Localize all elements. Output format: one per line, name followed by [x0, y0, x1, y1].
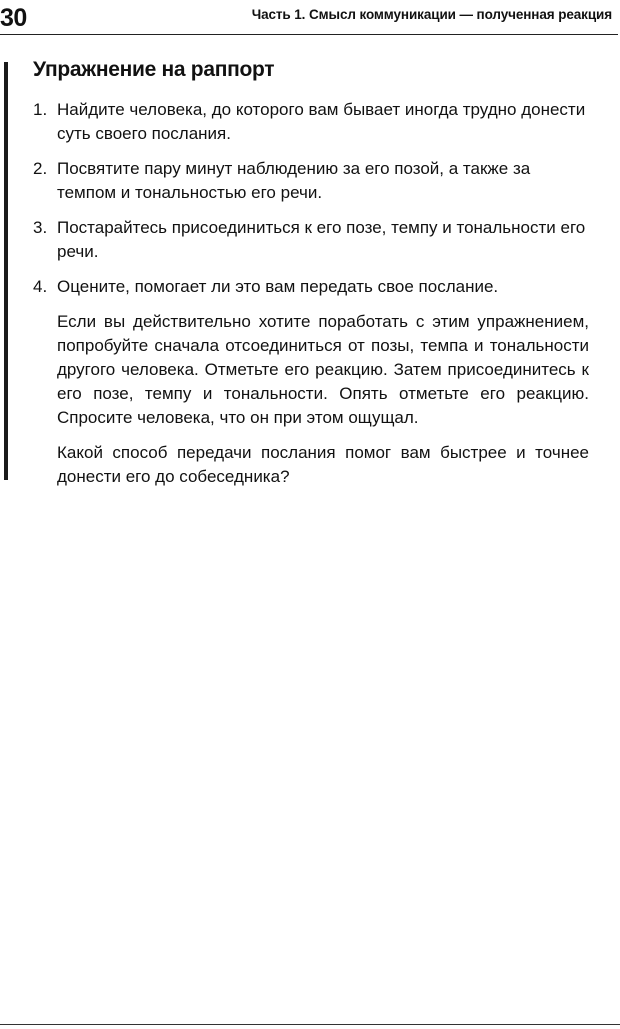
step-text: Посвятите пару минут наблюдению за его позой, а также за темпом и тональностью его речи. — [57, 159, 531, 202]
exercise-title: Упражнение на раппорт — [33, 58, 275, 81]
step-number: 2. — [33, 159, 48, 178]
step-text: Постарайтесь присоединиться к его позе, темпу и тональности его речи. — [57, 218, 586, 261]
exercise-paragraph: Если вы действительно хотите поработать с этим упражнением, попробуйте сначала отсоединиться от позы, темпа и тональности другого человека. Отметьте его реакцию. Затем присоединитесь к его позе, темпу и тональности. Опять отметьте его реакцию. Спросите человека, что он при этом ощущал. — [57, 312, 589, 427]
step-text: Оцените, помогает ли это вам передать свое послание. — [57, 277, 499, 296]
step-number: 4. — [33, 277, 48, 296]
page-number: 30 — [0, 4, 27, 32]
exercise-box — [33, 56, 589, 500]
sidebar-marker-bar — [4, 62, 8, 480]
step-number: 3. — [33, 218, 48, 237]
exercise-step — [33, 275, 589, 299]
exercise-question: Какой способ передачи послания помог вам быстрее и точнее донести его до собеседника? — [57, 443, 589, 486]
step-text: Найдите человека, до которого вам бывает иногда трудно донести суть своего послания. — [57, 100, 586, 143]
footer-divider — [0, 1024, 620, 1025]
exercise-step — [33, 157, 589, 205]
exercise-step — [33, 216, 589, 264]
exercise-steps — [33, 98, 589, 299]
header-divider — [0, 34, 618, 35]
step-number: 1. — [33, 100, 48, 119]
exercise-step — [33, 98, 589, 146]
running-header: Часть 1. Смысл коммуникации — полученная реакция — [251, 7, 612, 22]
